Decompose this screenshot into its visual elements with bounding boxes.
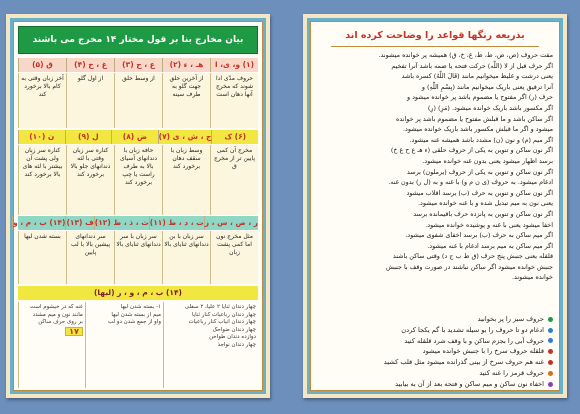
note-line: دوازده دندان طواحن bbox=[209, 334, 256, 340]
description-row-2 bbox=[18, 145, 258, 215]
legend-text: قلقله حروف سرخ را با جنبش خوانده میشود bbox=[422, 347, 544, 356]
page-title: بیان مخارج بنا بر قول مختار ۱۴ مخرج می باشند bbox=[18, 26, 258, 54]
note-line: مانند نون و میم مشدد bbox=[32, 311, 83, 318]
description-cell: سر دندانهای پیشین بالا با لب پایین bbox=[66, 231, 114, 284]
description-cell: کناره سر زبان ولی پشت آن بیشتر با لثه های بالا برخورد کند bbox=[18, 145, 66, 215]
description-cell: بسته شدن لبها bbox=[18, 231, 66, 284]
legend-item bbox=[317, 357, 553, 368]
color-dot-icon bbox=[548, 371, 553, 376]
rules-body bbox=[317, 50, 553, 283]
letters-cell: (۶) ک bbox=[211, 130, 258, 144]
letters-band-2 bbox=[18, 130, 258, 144]
letters-cell: (۱۴) ب ، م ، و bbox=[12, 216, 65, 230]
legend-text: غنه هم حروف سرخ از بینی گذرانده میشود مثل قلب کشید bbox=[383, 358, 544, 367]
letters-cell: غ ، خ (۴) bbox=[66, 58, 114, 72]
note-line: واو از جمع شدن دو لب bbox=[108, 319, 161, 325]
description-cell: از آخرین حلق جهت گلو به طرف سینه bbox=[162, 73, 210, 128]
rule-line: اگر مکسور باشد باریک خوانده میشود. (مَرِ) (رِ) bbox=[427, 103, 553, 112]
color-dot-icon bbox=[548, 349, 553, 354]
rule-line: اگر میم (م) و نون (ن) مشدد باشد همیشه غنه میشود. bbox=[409, 135, 553, 144]
lips-label: (۱۴) ب ، م ، و ، ر (لبها) bbox=[94, 288, 182, 297]
color-dot-icon bbox=[548, 328, 553, 333]
rule-line: برسد اظهار میشود یعنی بدون غنه خوانده میشود. bbox=[422, 156, 553, 165]
legend-item bbox=[317, 336, 553, 347]
color-dot-icon bbox=[548, 360, 553, 365]
description-cell: مخرج آن کمی پایین تر از مخرج ق bbox=[210, 145, 258, 215]
rule-line: اگر نون ساکن و تنوین به حرف (ب) برسد اقلاب میشود bbox=[406, 188, 553, 197]
note-line: چهار دندان نواجذ bbox=[217, 341, 256, 348]
description-cell: حروف مدّی ادا شوند که مخرج آنها دهان است bbox=[210, 73, 258, 128]
letters-cell: ن (۱۰) bbox=[18, 130, 65, 144]
letters-cell: ل (۹) bbox=[65, 130, 112, 144]
rule-line: جنبش خوانده میشود اگر ساکن نباشند در صورت وقف با جنبش bbox=[385, 262, 553, 271]
rule-line: اگر میم ساکن به حرف (ب) برسد اخفای شفوی میشود. bbox=[405, 231, 553, 240]
legend-item bbox=[317, 346, 553, 357]
rule-line: میشود و اگر ما قبلش مکسور باشد باریک خوانده میشود. bbox=[402, 125, 553, 134]
color-dot-icon bbox=[548, 382, 553, 387]
rules-title: بذریعه رنگها قواعد را وضاحت کرده اند bbox=[345, 30, 525, 41]
description-cell: سر زبان با بن دندانهای ثنایای بالا bbox=[162, 231, 210, 284]
rule-line: اگر حرف قبل از لا (اللّٰه) حرکت فتحه یا ضمه باشد آنرا تفخیم bbox=[391, 61, 553, 70]
legend-item bbox=[317, 368, 553, 379]
letters-cell: ج ، ش ، ی (۷) bbox=[158, 130, 212, 144]
legend-text: حروف آبی را بجزم ساکن و با وقف شرد قلقله کنید bbox=[404, 336, 544, 345]
letters-band-1 bbox=[18, 58, 258, 72]
letters-cell: ر ، ص ، س ، ز bbox=[204, 216, 258, 230]
right-page bbox=[303, 14, 567, 398]
title-divider bbox=[331, 46, 539, 47]
rule-line: مفت حروف (ص، ض، ط، ظ، غ، خ، ق) همیشه پر خوانده میشوند. bbox=[378, 51, 553, 59]
teeth-notes bbox=[163, 302, 258, 388]
rule-line: یعنی درشت و غلیظ میخوانیم مانند (قَالَ اللّٰهُ) کسره باشد bbox=[401, 72, 553, 81]
letters-cell: (۱) و، ی، ا bbox=[210, 58, 258, 72]
letters-cell: ق (۵) bbox=[18, 58, 66, 72]
description-cell: وسط زبان با سقف دهان برخورد کند bbox=[162, 145, 210, 215]
note-line: چهار دندان ثنایا ۲ علیا، ۲ سفلی bbox=[184, 304, 256, 310]
letters-cell: ع ، ح (۳) bbox=[114, 58, 162, 72]
letters-cell: ت ، د ، ط (۱۱) bbox=[149, 216, 204, 230]
note-line: چهار دندان انیاب کنار رباعیات bbox=[188, 319, 256, 325]
description-cell: از وسط حلق bbox=[114, 73, 162, 128]
note-line: چهار دندان ضواحک bbox=[212, 326, 256, 333]
letters-band-3 bbox=[12, 216, 258, 230]
rule-line: آنرا ترقیق یعنی باریک میخوانیم مانند (بِسْمِ اللّٰهِ) و bbox=[421, 82, 553, 91]
letters-cell: ث ، ذ ، ظ (۱۲) bbox=[94, 216, 149, 230]
right-page-content bbox=[310, 21, 560, 391]
rule-line: اگر نون ساکن و تنوین به یکی از حروف (یرملون) برسد bbox=[406, 167, 553, 176]
letters-cell: هـ ، ء (۲) bbox=[162, 58, 210, 72]
rule-line: اگر نون ساکن و تنوین به یکی از حروف حلقی (ء هـ ع ح غ خ) bbox=[390, 146, 553, 155]
legend-item bbox=[317, 325, 553, 336]
rule-line: یعنی نون به میم تبدیل شده و با غنه خوانده میشود. bbox=[418, 199, 553, 208]
description-cell: سر زبان با سر دندانهای ثنایای بالا bbox=[114, 231, 162, 284]
color-legend-list bbox=[317, 314, 553, 390]
legend-text: حروف سبز را پر بخوانید bbox=[477, 315, 544, 323]
note-line: ۱- بسته شدن لبها bbox=[120, 304, 161, 310]
rule-line: اگر نون ساکن و تنوین به پانزده حرف باقیمانده برسد bbox=[413, 209, 553, 218]
ghunna-notes bbox=[18, 302, 85, 388]
note-line: چهار دندان رباعیات کنار ثنایا bbox=[191, 311, 256, 318]
legend-item bbox=[317, 379, 553, 390]
legend-item bbox=[317, 314, 553, 325]
description-cell: مثل مخرج نون اما کمی پشت زبان bbox=[210, 231, 258, 284]
bottom-notes bbox=[18, 302, 258, 388]
color-dot-icon bbox=[548, 317, 553, 322]
legend-text: ادغام دو تا حروف را بو سیله تشدید با گم یکجا کردن bbox=[401, 325, 544, 334]
rule-line: خوانده میشوند. bbox=[511, 273, 553, 282]
rule-line: قلقله یعنی جنبش پنج حرف (ق ط ب ج د) وقتی ساکن باشند bbox=[392, 252, 553, 261]
description-cell: از اول گلو bbox=[66, 73, 114, 128]
rule-line: ادغام میشود. به حروف (ی ن م و) با غنه و به (ل ر) بدون غنه. bbox=[388, 178, 553, 187]
note-line: غنه که در خیشوم است bbox=[29, 304, 83, 310]
description-cell: آخر زبان وقتی به کام بالا برخورد کند bbox=[18, 73, 66, 128]
rule-line: حرف (ر) اگر مفتوح یا مضموم باشد پر خوانده میشود و bbox=[406, 93, 553, 102]
left-page-content bbox=[13, 21, 263, 391]
lips-band bbox=[18, 286, 258, 300]
note-line: بر روی حرف ساکن bbox=[38, 319, 83, 325]
description-row-3 bbox=[18, 231, 258, 284]
legend-text: اخفاء نون ساکن و میم ساکن و فتحه بعد از آن به بیابید bbox=[395, 379, 544, 388]
letters-cell: ض (۸) bbox=[111, 130, 158, 144]
letters-cell: ف (۱۳) bbox=[65, 216, 93, 230]
note-line: میم از بسته شدن لبها bbox=[111, 311, 161, 318]
description-row-1 bbox=[18, 73, 258, 128]
left-page bbox=[6, 14, 270, 398]
rule-line: اخفا میشود یعنی با غنه و پوشیده خوانده میشود. bbox=[425, 220, 553, 229]
makhraj-number-badge: ۱۷ bbox=[65, 327, 83, 337]
rule-line: اگر ساکن باشد و ما قبلش مفتوح یا مضموم باشد پر خوانده bbox=[396, 114, 553, 123]
rule-line: اگر میم ساکن به میم برسد ادغام با غنه میشود. bbox=[427, 241, 553, 250]
color-dot-icon bbox=[548, 338, 553, 343]
description-cell: کناره سر زبان وقتی با لثه دندانهای جلو بالا برخورد کند bbox=[66, 145, 114, 215]
legend-text: حروف قرمز را غنه کنید bbox=[479, 368, 544, 377]
lips-notes bbox=[85, 302, 163, 388]
description-cell: حافه زبان با دندانهای آسیای بالا به طرف راست یا چپ برخورد کند bbox=[114, 145, 162, 215]
